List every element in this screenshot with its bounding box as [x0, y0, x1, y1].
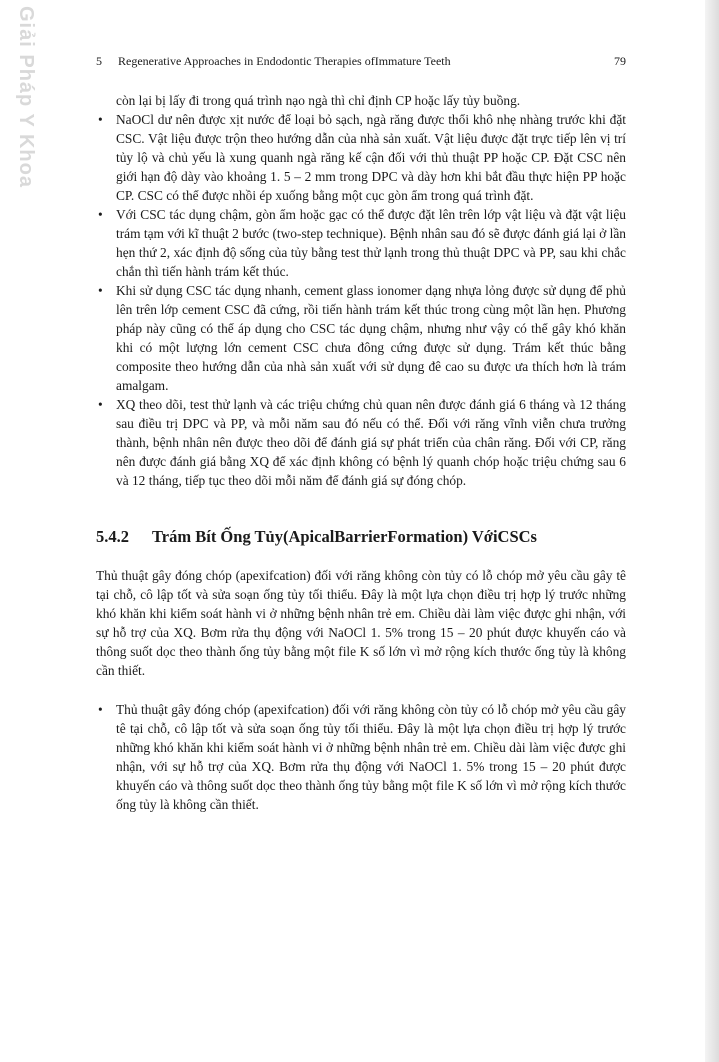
- section-title: Trám Bít Ống Tủy(ApicalBarrierFormation) VớiCSCs: [152, 527, 537, 546]
- bullet-list-2: [96, 700, 626, 814]
- bullet-icon: •: [98, 283, 103, 298]
- watermark: Giải Pháp Y Khoa: [15, 6, 37, 188]
- page-number: 79: [614, 54, 626, 68]
- bullet-text: Thủ thuật gây đóng chóp (apexifcation) đối với răng không còn tủy có lỗ chóp mở yêu cầu gây tê tại chỗ, cô lập tốt và sửa soạn ống tủy tối thiểu. Đây là một lựa chọn điều trị hợp lý trước những khó khăn khi kiểm soát hành vi ở những bệnh nhân trẻ em. Chiều dài làm việc được ghi nhận, với sự hỗ trợ của XQ. Bơm rửa thụ động với NaOCl 1. 5% trong 15 – 20 phút được khuyến cáo và thông suốt dọc theo thành ống tủy bằng một file K số lớn vì mở rộng kích thước ống tủy là không cần thiết.: [116, 702, 626, 812]
- running-header: [96, 54, 626, 69]
- continuation-paragraph: còn lại bị lấy đi trong quá trình nạo ngà thì chỉ định CP hoặc lấy tủy buồng.: [116, 93, 521, 108]
- bullet-text: NaOCl dư nên được xịt nước để loại bỏ sạch, ngà răng được thổi khô nhẹ nhàng trước khi đặt CSC. Vật liệu được trộn theo hướng dẫn của nhà sản xuất. Vật liệu được đặt trực tiếp lên vị trí tủy lộ và chủ yếu là xung quanh ngà răng kế cận đối với thủ thuật PP hoặc CP. Đặt CSC nên giới hạn độ dày vào khoảng 1. 5 – 2 mm trong DPC và dày hơn khi bắt đầu thực hiện PP hoặc CP. CSC có thể được nhồi ép xuống bằng một cục gòn ẩm trong quá trình đặt.: [116, 112, 626, 203]
- bullet-item: [96, 281, 626, 395]
- bullet-icon: •: [98, 702, 103, 717]
- bullet-icon: •: [98, 397, 103, 412]
- bullet-item: [96, 110, 626, 205]
- page-edge: [705, 0, 719, 1062]
- bullet-text: XQ theo dõi, test thử lạnh và các triệu chứng chủ quan nên được đánh giá 6 tháng và 12 tháng sau điều trị DPC và PP, và mỗi năm sau đó nếu có thể. Đối với răng vĩnh viễn chưa trưởng thành, bệnh nhân nên được theo dõi để đánh giá sự phát triển của chân răng. Đối với CP, răng nên được đánh giá bằng XQ để xác định không có bệnh lý quanh chóp hoặc triệu chứng sau 6 và 12 tháng, tiếp tục theo dõi mỗi năm để đánh giá sự đóng chóp.: [116, 397, 626, 488]
- bullet-item: [96, 205, 626, 281]
- bullet-list: [96, 110, 626, 490]
- section-heading: [96, 527, 626, 546]
- page-content: [96, 91, 626, 814]
- bullet-item: [96, 395, 626, 490]
- chapter-title: Regenerative Approaches in Endodontic Therapies ofImmature Teeth: [118, 54, 451, 68]
- bullet-icon: •: [98, 207, 103, 222]
- bullet-item: [96, 700, 626, 814]
- bullet-icon: •: [98, 112, 103, 127]
- section-number: 5.4.2: [96, 527, 129, 546]
- bullet-text: Với CSC tác dụng chậm, gòn ẩm hoặc gạc có thể được đặt lên trên lớp vật liệu và đặt vật liệu trám tạm với kĩ thuật 2 bước (two-step technique). Bệnh nhân sau đó sẽ được đánh giá lại ở lần hẹn thứ 2, xác định độ sống của tủy bằng test thử lạnh trong thủ thuật DPC và PP, sau khi chắc chắn thì tiến hành trám kết thúc.: [116, 207, 626, 279]
- chapter-number: 5: [96, 54, 102, 68]
- body-paragraph: Thủ thuật gây đóng chóp (apexifcation) đối với răng không còn tủy có lỗ chóp mở yêu cầu gây tê tại chỗ, cô lập tốt và sửa soạn ống tủy tối thiểu. Đây là một lựa chọn điều trị hợp lý trước những khó khăn khi kiểm soát hành vi ở những bệnh nhân trẻ em. Chiều dài làm việc được ghi nhận, với sự hỗ trợ của XQ. Bơm rửa thụ động với NaOCl 1. 5% trong 15 – 20 phút được khuyến cáo và thông suốt dọc theo thành ống tủy bằng một file K số lớn vì mở rộng kích thước ống tủy là không cần thiết.: [96, 568, 626, 678]
- bullet-text: Khi sử dụng CSC tác dụng nhanh, cement glass ionomer dạng nhựa lỏng được sử dụng để phủ lên trên lớp cement CSC đã cứng, rồi tiến hành trám kết thúc trong cùng một lần hẹn. Phương pháp này cũng có thể áp dụng cho CSC tác dụng chậm, nhưng như vậy có thể gây khó khăn khi có một lượng lớn cement CSC chưa đông cứng được sử dụng. Trám kết thúc bằng composite theo hướng dẫn của nhà sản xuất với sử dụng đê cao su được ưa thích hơn là trám amalgam.: [116, 283, 626, 393]
